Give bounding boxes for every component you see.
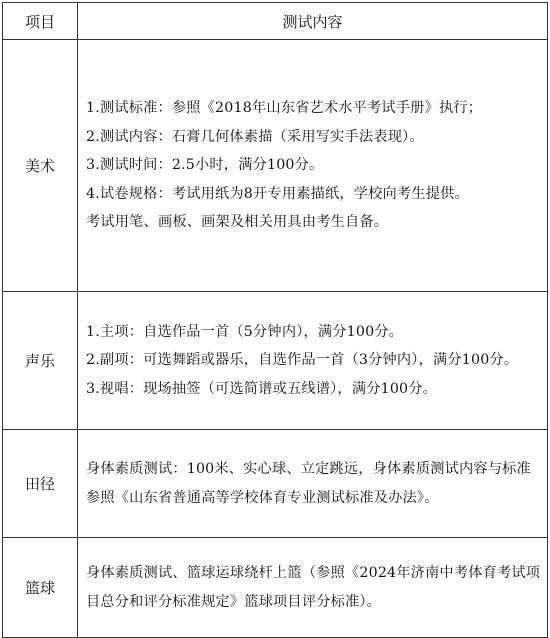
header-subject: 项目	[3, 3, 78, 40]
content-line: 1.主项：自选作品一首（5分钟内），满分100分。	[86, 323, 404, 340]
content-cell	[78, 292, 548, 430]
content-line: 考试用笔、画板、画架及相关用具由考生自备。	[86, 214, 389, 231]
content-line: 3.视唱：现场抽签（可选简谱或五线谱），满分100分。	[86, 380, 438, 397]
content-line: 2.测试内容：石膏几何体素描（采用写实手法表现）。	[86, 128, 424, 145]
content-cell	[78, 40, 548, 292]
subject-cell: 篮球	[3, 538, 78, 638]
subject-cell: 声乐	[3, 292, 78, 430]
content-line: 3.测试时间：2.5小时，满分100分。	[86, 157, 324, 174]
subject-cell: 田径	[3, 430, 78, 538]
content-line: 身体素质测试：100米、实心球、立定跳远，身体素质测试内容与标准参照《山东省普通高等学校体育专业测试标准及办法》。	[86, 461, 531, 506]
content-line: 身体素质测试、篮球运球绕杆上篮（参照《2024年济南中考体育考试项目总分和评分标准规定》篮球项目评分标准）。	[86, 565, 541, 610]
header-content: 测试内容	[78, 3, 548, 40]
table-row-vocal	[3, 292, 548, 430]
test-content-table	[2, 2, 548, 638]
content-line: 4.试卷规格：考试用纸为8开专用素描纸，学校向考生提供。	[86, 185, 469, 202]
table-row-track	[3, 430, 548, 538]
content-line: 1.测试标准：参照《2018年山东省艺术水平考试手册》执行；	[86, 100, 483, 117]
table-row-basketball	[3, 538, 548, 638]
content-cell	[78, 430, 548, 538]
table-header-row	[3, 3, 548, 40]
subject-cell: 美术	[3, 40, 78, 292]
table-row-art	[3, 40, 548, 292]
content-line: 2.副项：可选舞蹈或器乐，自选作品一首（3分钟内），满分100分。	[86, 352, 519, 369]
content-cell	[78, 538, 548, 638]
